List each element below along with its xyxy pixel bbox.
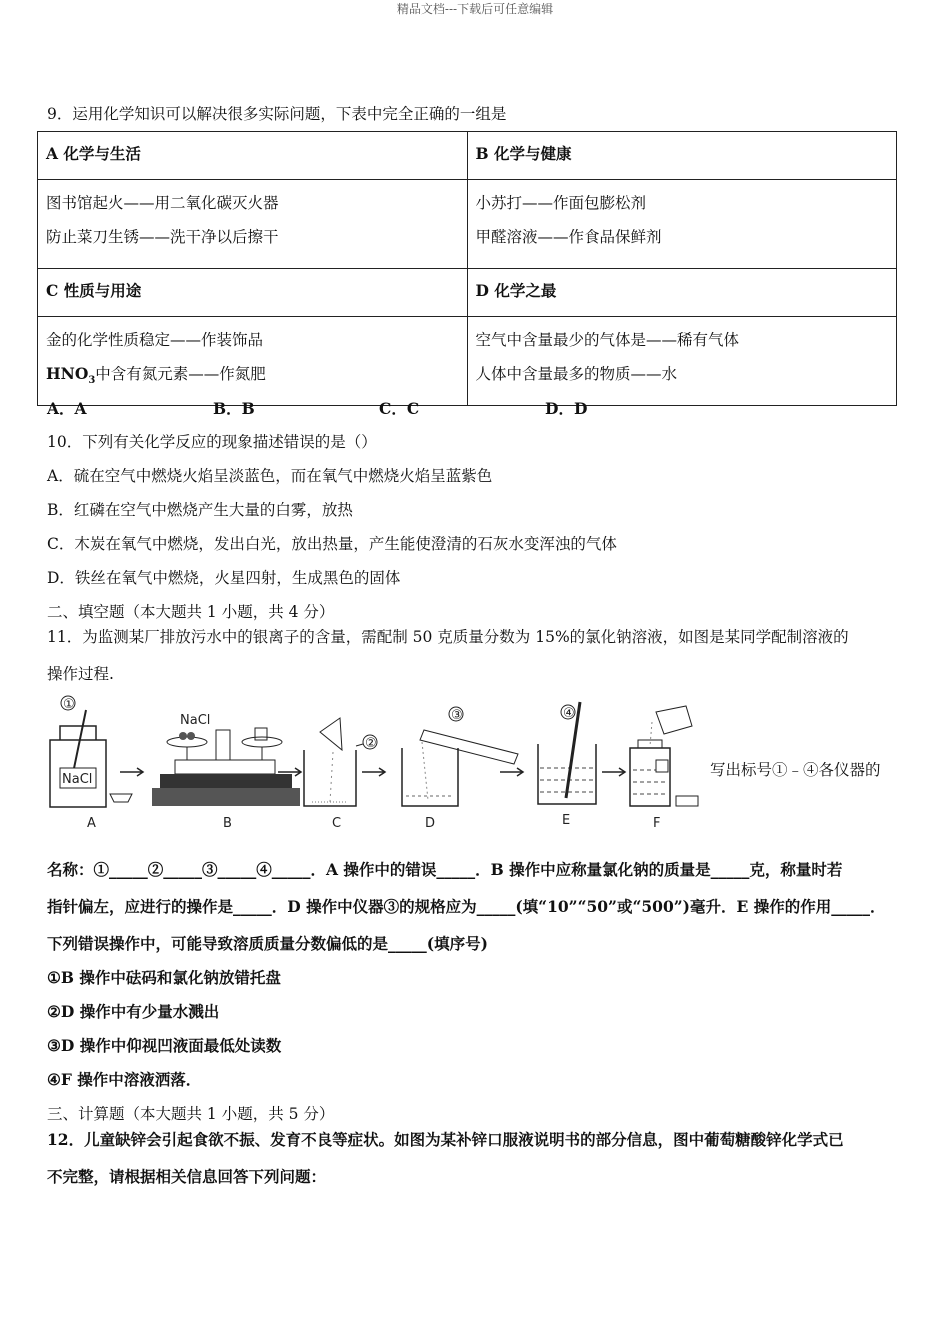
figure-label-a: A — [87, 816, 96, 831]
figure-label-b: B — [223, 816, 232, 831]
arrow-icon — [602, 768, 625, 776]
figure-label-d: D — [425, 816, 436, 831]
cell-a-title: A 化学与生活 — [38, 132, 468, 180]
figure-trailing-text: 写出标号①﹣④各仪器的 — [710, 761, 881, 779]
cell-a-body — [38, 180, 468, 269]
option-b[interactable]: B．B — [213, 399, 255, 418]
bottle-label: NaCl — [62, 772, 93, 787]
question-9-options — [47, 397, 711, 419]
question-11-option-4[interactable]: ④F 操作中溶液洒落． — [47, 1070, 202, 1089]
figure-step-f — [630, 706, 698, 831]
cell-d-body — [467, 317, 897, 406]
cell-c-line-2 — [46, 357, 459, 398]
section-2-heading: 二、填空题（本大题共 1 小题，共 4 分） — [47, 603, 335, 621]
question-10-option-d[interactable]: D．铁丝在氧气中燃烧，火星四射，生成黑色的固体 — [47, 569, 401, 587]
question-11-line-1: 11．为监测某厂排放污水中的银离子的含量，需配制 50 克质量分数为 15%的氯化钠溶液，如图是某同学配制溶液的 — [47, 628, 849, 646]
mark-2: ② — [365, 736, 377, 751]
mark-3: ③ — [451, 708, 463, 723]
question-11-line-2: 操作过程. — [47, 665, 114, 683]
figure-step-a — [50, 696, 132, 831]
figure-step-d — [402, 707, 518, 831]
solution-preparation-figure — [40, 690, 710, 835]
option-d[interactable]: D．D — [545, 399, 588, 418]
arrow-icon — [500, 768, 523, 776]
cell-b-title: B 化学与健康 — [467, 132, 897, 180]
question-10-option-b[interactable]: B．红磷在空气中燃烧产生大量的白雾，放热 — [47, 501, 353, 519]
formula-hno3: HNO — [46, 364, 89, 383]
option-c[interactable]: C．C — [379, 399, 420, 418]
mark-4: ④ — [563, 706, 575, 721]
cell-c-body — [38, 317, 468, 406]
question-11-option-1[interactable]: ①B 操作中砝码和氯化钠放错托盘 — [47, 968, 281, 987]
figure-step-c — [304, 718, 377, 831]
question-10-stem: 10．下列有关化学反应的现象描述错误的是（） — [47, 433, 377, 451]
cell-a-line-2: 防止菜刀生锈——洗干净以后擦干 — [46, 228, 279, 246]
arrow-icon — [120, 768, 143, 776]
page-header: 精品文档---下载后可任意编辑 — [396, 2, 554, 16]
figure-label-f: F — [653, 816, 661, 831]
cell-a-line-1: 图书馆起火——用二氧化碳灭火器 — [46, 194, 279, 212]
cell-b-line-1: 小苏打——作面包膨松剂 — [475, 194, 647, 212]
question-11-option-3[interactable]: ③D 操作中仰视凹液面最低处读数 — [47, 1036, 282, 1055]
cell-c-title: C 性质与用途 — [38, 269, 468, 317]
figure-label-c: C — [332, 816, 342, 831]
cell-b-body — [467, 180, 897, 269]
cell-b-line-2: 甲醛溶液——作食品保鲜剂 — [475, 228, 662, 246]
option-a[interactable]: A．A — [47, 399, 87, 418]
question-11-option-2[interactable]: ②D 操作中有少量水溅出 — [47, 1002, 220, 1021]
question-12-line-1: 12．儿童缺锌会引起食欲不振、发育不良等症状。如图为某补锌口服液说明书的部分信息，图中葡萄糖酸锌化学式已 — [47, 1130, 844, 1149]
question-11-line-4: 指针偏左，应进行的操作是_____．D 操作中仪器③的规格应为_____(填“10”“50”或“500”)毫升．E 操作的作用_____． — [47, 897, 886, 916]
question-9-table — [37, 131, 897, 406]
formula-subscript: 3 — [88, 375, 96, 387]
question-12-line-2: 不完整，请根据相关信息回答下列问题： — [47, 1167, 327, 1186]
figure-label-e: E — [562, 813, 571, 828]
cell-d-line-2: 人体中含量最多的物质——水 — [475, 365, 678, 383]
figure-step-e — [538, 702, 596, 828]
figure-step-b — [152, 713, 300, 831]
section-3-heading: 三、计算题（本大题共 1 小题，共 5 分） — [47, 1105, 335, 1123]
question-10-option-c[interactable]: C．木炭在氧气中燃烧，发出白光，放出热量，产生能使澄清的石灰水变浑浊的气体 — [47, 535, 617, 553]
question-10-option-a[interactable]: A．硫在空气中燃烧火焰呈淡蓝色，而在氧气中燃烧火焰呈蓝紫色 — [47, 467, 493, 485]
question-11-line-5: 下列错误操作中，可能导致溶质质量分数偏低的是_____(填序号) — [47, 934, 488, 953]
balance-label: NaCl — [180, 713, 211, 728]
cell-c-line-1: 金的化学性质稳定——作装饰品 — [46, 331, 264, 349]
question-9-stem: 9．运用化学知识可以解决很多实际问题，下表中完全正确的一组是 — [47, 105, 507, 123]
cell-c-line-2-text: 中含有氮元素——作氮肥 — [95, 365, 266, 383]
arrow-icon — [362, 768, 385, 776]
question-11-line-3: 名称：①_____②_____③_____④_____．A 操作中的错误_____．B 操作中应称量氯化钠的质量是_____克，称量时若 — [47, 860, 843, 879]
cell-d-line-1: 空气中含量最少的气体是——稀有气体 — [475, 331, 740, 349]
mark-1: ① — [63, 697, 75, 712]
cell-d-title: D 化学之最 — [467, 269, 897, 317]
